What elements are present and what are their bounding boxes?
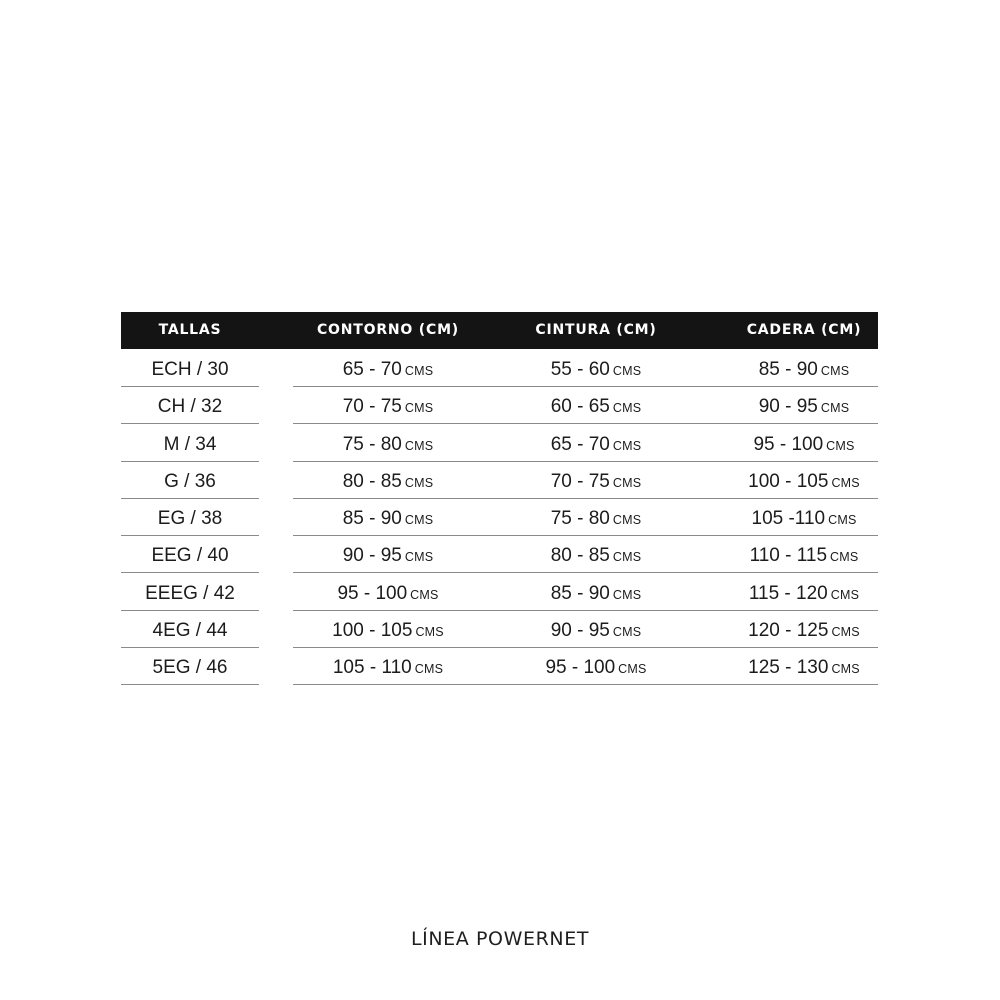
hip-cell-value: 125 - 130 xyxy=(748,657,829,679)
unit-label: CMS xyxy=(612,364,642,378)
unit-label: CMS xyxy=(404,401,434,416)
waist-cell xyxy=(501,463,691,498)
size-cell-value: EEEG / 42 xyxy=(145,582,235,604)
unit-label: CMS xyxy=(404,550,434,565)
waist-cell-value: 75 - 80 xyxy=(550,508,610,530)
bust-cell-value: 80 - 85 xyxy=(342,470,402,492)
waist-cell-value: 70 - 75 xyxy=(550,470,610,492)
size-cell xyxy=(121,426,259,461)
bust-cell xyxy=(293,351,483,386)
unit-label: CMS xyxy=(826,438,855,453)
waist-cell-value: 90 - 95 xyxy=(550,620,610,642)
hip-cell xyxy=(709,575,899,610)
size-cell xyxy=(121,649,259,684)
size-cell xyxy=(121,463,259,498)
bust-cell-value: 65 - 70 xyxy=(342,359,402,380)
waist-cell-value: 85 - 90 xyxy=(550,582,610,604)
unit-label: CMS xyxy=(404,475,434,490)
size-cell-value: EG / 38 xyxy=(157,508,223,530)
hip-cell-value: 85 - 90 xyxy=(758,359,818,380)
hip-cell-value: 110 - 115 xyxy=(749,545,828,567)
waist-cell xyxy=(501,649,691,684)
hip-cell-value: 90 - 95 xyxy=(758,396,818,418)
bust-cell-value: 105 - 110 xyxy=(332,657,412,679)
table-header xyxy=(121,312,878,349)
table-row xyxy=(121,649,878,686)
size-cell-value: M / 34 xyxy=(163,433,217,455)
unit-label: CMS xyxy=(612,475,642,490)
row-divider xyxy=(121,498,259,499)
hip-cell-value: 100 - 105 xyxy=(748,470,829,492)
row-divider xyxy=(121,572,259,573)
size-cell-value: 4EG / 44 xyxy=(152,620,228,642)
bust-cell-value: 85 - 90 xyxy=(342,508,402,530)
footer-title: LÍNEA POWERNET xyxy=(410,928,590,950)
table-body xyxy=(121,351,878,687)
hip-cell xyxy=(709,463,899,498)
size-cell xyxy=(121,351,259,386)
waist-cell-value: 95 - 100 xyxy=(545,657,616,679)
bust-cell-value: 100 - 105 xyxy=(332,620,413,642)
hip-cell-value: 95 - 100 xyxy=(753,433,824,455)
bust-cell xyxy=(293,500,483,535)
unit-label: CMS xyxy=(618,662,647,677)
unit-label: CMS xyxy=(414,662,444,677)
hip-cell xyxy=(709,537,899,572)
hip-cell xyxy=(709,612,899,647)
bust-cell xyxy=(293,463,483,498)
hip-cell-value: 115 - 120 xyxy=(748,582,828,604)
row-divider xyxy=(293,572,878,573)
bust-cell xyxy=(293,426,483,461)
size-cell xyxy=(121,537,259,572)
size-cell-value: EEG / 40 xyxy=(151,545,229,567)
size-cell-value: G / 36 xyxy=(164,470,216,492)
hip-cell-value: 120 - 125 xyxy=(748,620,829,642)
row-divider xyxy=(121,461,259,462)
row-divider xyxy=(121,535,259,536)
table-row xyxy=(121,612,878,649)
row-divider xyxy=(293,386,878,387)
unit-label: CMS xyxy=(404,513,434,528)
row-divider xyxy=(121,684,259,685)
row-divider xyxy=(121,647,259,648)
table-row xyxy=(121,537,878,574)
waist-cell-value: 65 - 70 xyxy=(550,433,610,455)
table-row xyxy=(121,388,878,425)
bust-cell xyxy=(293,649,483,684)
row-divider xyxy=(293,498,878,499)
hip-cell xyxy=(709,649,899,684)
waist-cell xyxy=(501,351,691,386)
row-divider xyxy=(121,423,259,424)
unit-label: CMS xyxy=(410,587,439,602)
unit-label: CMS xyxy=(831,625,860,640)
unit-label: CMS xyxy=(612,587,642,602)
bust-cell xyxy=(293,537,483,572)
unit-label: CMS xyxy=(820,364,850,378)
waist-cell-value: 60 - 65 xyxy=(550,396,610,418)
row-divider xyxy=(121,610,259,611)
unit-label: CMS xyxy=(828,513,857,528)
row-divider xyxy=(293,684,878,685)
row-divider xyxy=(293,610,878,611)
row-divider xyxy=(293,423,878,424)
row-divider xyxy=(293,535,878,536)
bust-cell xyxy=(293,575,483,610)
unit-label: CMS xyxy=(404,438,434,453)
bust-cell-value: 90 - 95 xyxy=(342,545,402,567)
table-row xyxy=(121,351,878,388)
header-cintura: CINTURA (CM) xyxy=(535,322,657,338)
waist-cell-value: 55 - 60 xyxy=(550,359,610,380)
unit-label: CMS xyxy=(831,662,860,677)
waist-cell xyxy=(501,612,691,647)
row-divider xyxy=(121,386,259,387)
size-cell-value: ECH / 30 xyxy=(151,359,229,380)
table-row xyxy=(121,500,878,537)
size-cell xyxy=(121,388,259,423)
table-row xyxy=(121,575,878,612)
header-tallas: TALLAS xyxy=(158,322,222,338)
size-cell-value: CH / 32 xyxy=(157,396,223,418)
header-contorno: CONTORNO (CM) xyxy=(316,322,460,338)
bust-cell xyxy=(293,388,483,423)
size-cell xyxy=(121,612,259,647)
hip-cell xyxy=(709,426,899,461)
unit-label: CMS xyxy=(612,438,642,453)
bust-cell-value: 75 - 80 xyxy=(342,433,402,455)
unit-label: CMS xyxy=(612,513,642,528)
row-divider xyxy=(293,461,878,462)
row-divider xyxy=(293,647,878,648)
unit-label: CMS xyxy=(831,475,860,490)
bust-cell-value: 95 - 100 xyxy=(337,582,408,604)
waist-cell xyxy=(501,575,691,610)
header-cadera: CADERA (CM) xyxy=(746,322,862,338)
size-cell xyxy=(121,500,259,535)
unit-label: CMS xyxy=(612,625,642,640)
size-cell xyxy=(121,575,259,610)
waist-cell xyxy=(501,500,691,535)
size-cell-value: 5EG / 46 xyxy=(152,657,228,679)
hip-cell xyxy=(709,500,899,535)
waist-cell xyxy=(501,388,691,423)
unit-label: CMS xyxy=(415,625,444,640)
bust-cell xyxy=(293,612,483,647)
unit-label: CMS xyxy=(830,550,859,565)
bust-cell-value: 70 - 75 xyxy=(342,396,402,418)
waist-cell-value: 80 - 85 xyxy=(550,545,610,567)
waist-cell xyxy=(501,537,691,572)
table-row xyxy=(121,426,878,463)
unit-label: CMS xyxy=(820,401,850,416)
unit-label: CMS xyxy=(612,550,642,565)
unit-label: CMS xyxy=(612,401,642,416)
unit-label: CMS xyxy=(404,364,434,378)
hip-cell xyxy=(709,388,899,423)
unit-label: CMS xyxy=(830,587,860,602)
hip-cell xyxy=(709,351,899,386)
table-row xyxy=(121,463,878,500)
hip-cell-value: 105 -110 xyxy=(751,508,826,530)
waist-cell xyxy=(501,426,691,461)
